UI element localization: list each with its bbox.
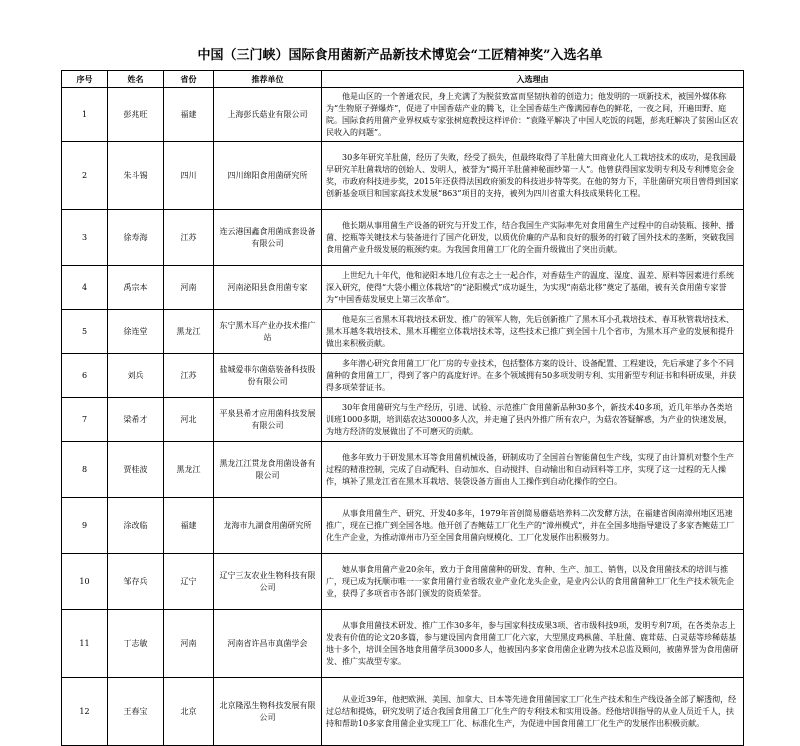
cell-province: 河南 xyxy=(164,610,214,678)
cell-province: 河南 xyxy=(164,266,214,310)
table-row xyxy=(62,678,744,746)
cell-province: 江苏 xyxy=(164,210,214,266)
cell-province: 黑龙江 xyxy=(164,310,214,354)
cell-no: 5 xyxy=(62,310,108,354)
cell-reason: 他长期从事用菌生产设备的研究与开发工作，结合我国生产实际率先对食用菌生产过程中的自动装瓶、接种、播菌、挖瓶等关键技术与装备进行了国产化研发，以质优价廉的产品和良好的服务的打破了国外技术的垄断，突破我国食用菌产业升级发展的瓶颈约束。为我国食用菌工厂化的全面升级做出了突出贡献。 xyxy=(322,210,744,266)
cell-name: 徐寿海 xyxy=(108,210,164,266)
col-header-reason: 入选理由 xyxy=(322,71,744,88)
cell-unit: 东宁黑木耳产业办技术推广站 xyxy=(214,310,322,354)
cell-name: 禹宗本 xyxy=(108,266,164,310)
winners-table xyxy=(61,70,744,746)
table-row xyxy=(62,498,744,554)
table-row xyxy=(62,266,744,310)
cell-no: 3 xyxy=(62,210,108,266)
cell-name: 彭兆旺 xyxy=(108,88,164,142)
table-row xyxy=(62,610,744,678)
table-row xyxy=(62,554,744,610)
cell-unit: 辽宁三友农业生物科技有限公司 xyxy=(214,554,322,610)
cell-unit: 连云港国鑫食用菌成套设备有限公司 xyxy=(214,210,322,266)
cell-name: 贾桂波 xyxy=(108,442,164,498)
cell-reason: 多年潜心研究食用菌工厂化厂房的专业技术，包括整体方案的设计、设备配置、工程建设，先后承建了多个不同菌种的食用菌工厂，得到了客户的高度好评。在多个领域拥有50多项发明专利、实用新型专利证书和科研成果，并获得多项荣誉证书。 xyxy=(322,354,744,398)
cell-name: 丁志敏 xyxy=(108,610,164,678)
cell-province: 福建 xyxy=(164,498,214,554)
cell-no: 6 xyxy=(62,354,108,398)
cell-unit: 盐城爱菲尔菌菇装备科技股份有限公司 xyxy=(214,354,322,398)
table-row xyxy=(62,310,744,354)
table-row xyxy=(62,210,744,266)
cell-name: 朱斗锡 xyxy=(108,142,164,210)
cell-province: 四川 xyxy=(164,142,214,210)
table-row xyxy=(62,88,744,142)
col-header-unit: 推荐单位 xyxy=(214,71,322,88)
cell-no: 1 xyxy=(62,88,108,142)
cell-no: 7 xyxy=(62,398,108,442)
table-row xyxy=(62,354,744,398)
cell-no: 11 xyxy=(62,610,108,678)
cell-no: 10 xyxy=(62,554,108,610)
cell-reason: 上世纪九十年代，他和泌阳本地几位有志之士一起合作，对香菇生产的温度、湿度、温差、原料等因素进行系统深入研究，使得“大袋小棚立体栽培”的“泌阳模式”成功诞生，为实现“南菇北移”奠定了基础，被有关食用菌专家誉为“中国香菇发展史上第三次革命”。 xyxy=(322,266,744,310)
cell-name: 邹存兵 xyxy=(108,554,164,610)
cell-province: 江苏 xyxy=(164,354,214,398)
cell-reason: 他是东三省黑木耳栽培技术研发、推广的领军人物，先后创新推广了黑木耳小孔栽培技术、春耳秋管栽培技术、黑木耳越冬栽培技术、黑木耳棚室立体栽培技术等，这些技术已推广到全国十几个省市，为黑木耳产业的发展和提升做出来积极贡献。 xyxy=(322,310,744,354)
cell-reason: 30多年研究羊肚菌，经历了失败，经受了损失，但最终取得了羊肚菌大田商业化人工栽培技术的成功，是我国最早研究羊肚菌栽培的创始人、发明人，被誉为“揭开羊肚菌神秘面纱第一人”。他曾获得国家发明专利及专利博览会金奖，市政府科技进步奖，2015年还获得法国政府颁发的科技进步特等奖。在他的努力下，羊肚菌研究项目曾得到国家创新基金项目和国家高技术发展“863”项目的支持，被列为四川省重大科技成果转化工程。 xyxy=(322,142,744,210)
table-header-row xyxy=(62,71,744,88)
table-row xyxy=(62,142,744,210)
cell-name: 徐连堂 xyxy=(108,310,164,354)
cell-province: 黑龙江 xyxy=(164,442,214,498)
cell-unit: 龙海市九湖食用菌研究所 xyxy=(214,498,322,554)
col-header-no: 序号 xyxy=(62,71,108,88)
cell-province: 北京 xyxy=(164,678,214,746)
cell-unit: 平泉县希才应用菌科技发展有限公司 xyxy=(214,398,322,442)
table-row xyxy=(62,442,744,498)
cell-province: 辽宁 xyxy=(164,554,214,610)
table-row xyxy=(62,398,744,442)
cell-reason: 从业近39年，他把欧洲、美国、加拿大、日本等先进食用菌国家工厂化生产技术和生产线设备全部了解透彻，经过总结和提炼，研究发明了适合我国食用菌工厂化生产的专利技术和实用设备。经他培训指导的从业人员近千人，扶持和帮助10多家食用菌企业实现工厂化、标准化生产，为促进中国食用菌工厂化生产的发展作出积极贡献。 xyxy=(322,678,744,746)
cell-reason: 她从事食用菌产业20余年，致力于食用菌菌种的研发、育种、生产、加工、销售，以及食用菌技术的培训与推广，现已成为抚顺市唯一一家食用菌行业省级农业产业化龙头企业，是业内公认的食用菌菌种工厂化生产技术领先企业，获得了多项省市各部门颁发的资质荣誉。 xyxy=(322,554,744,610)
cell-no: 4 xyxy=(62,266,108,310)
page-title: 中国（三门峡）国际食用菌新产品新技术博览会“工匠精神奖”入选名单 xyxy=(197,48,603,63)
cell-no: 12 xyxy=(62,678,108,746)
cell-reason: 从事食用菌生产、研究、开发40多年，1979年首创简易蘑菇培养料二次发酵方法，在福建省闽南漳州地区迅速推广，现在已推广到全国各地。他开创了杏鲍菇工厂化生产的“漳州模式”，并在全国多地指导建设了多家杏鲍菇工厂化生产企业，为推动漳州市乃至全国食用菌向规模化、工厂化发展作出积极努力。 xyxy=(322,498,744,554)
col-header-province: 省份 xyxy=(164,71,214,88)
cell-reason: 30年食用菌研究与生产经历，引进、试验、示范推广食用菌新品种30多个，新技术40多项，近几年举办各类培训班1000多期，培训菇农达30000多人次，并走遍了县内外推广所有农户，为菇农答疑解惑，为产业的快速发展，为地方经济的发展做出了不可磨灭的贡献。 xyxy=(322,398,744,442)
cell-name: 涂改临 xyxy=(108,498,164,554)
cell-name: 刘兵 xyxy=(108,354,164,398)
cell-no: 9 xyxy=(62,498,108,554)
cell-unit: 河南省许昌市真菌学会 xyxy=(214,610,322,678)
cell-no: 8 xyxy=(62,442,108,498)
cell-province: 福建 xyxy=(164,88,214,142)
cell-unit: 河南泌阳县食用菌专家 xyxy=(214,266,322,310)
cell-name: 王春宝 xyxy=(108,678,164,746)
cell-reason: 他是山区的一个普通农民，身上充满了为脱贫致富而坚韧执着的创造力；他发明的一项新技术，被国外媒体称为“生物原子弹爆炸”，促进了中国香菇产业的腾飞，让全国香菇生产像满园春色的鲜花，一夜之间，开遍田野、庭院。国际食药用菌产业界权威专家张树庭教授这样评价：“袁隆平解决了中国人吃饭的问题，彭兆旺解决了贫困山区农民收入的问题”。 xyxy=(322,88,744,142)
cell-reason: 从事食用菌技术研发、推广工作30多年，参与国家科技成果3项、省市级科技9项，发明专利7项，在各类杂志上发表有价值的论文20多篇，参与建设国内食用菌工厂化六家，大型黑皮鸡枞菌、羊肚菌、鹿茸菇、白灵菇等珍稀菇基地十多个，培训全国各地食用菌学员3000多人，他被国内多家食用菌企业聘为技术总监及顾问，被菌界誉为食用菌研发、推广实战型专家。 xyxy=(322,610,744,678)
cell-unit: 四川绵阳食用菌研究所 xyxy=(214,142,322,210)
cell-province: 河北 xyxy=(164,398,214,442)
col-header-name: 姓名 xyxy=(108,71,164,88)
cell-name: 梁希才 xyxy=(108,398,164,442)
cell-unit: 上海彭氏菇业有限公司 xyxy=(214,88,322,142)
cell-reason: 他多年致力于研发黑木耳等食用菌机械设备，研制成功了全国首台智能菌包生产线，实现了由计算机对整个生产过程的精准控制，完成了自动配料、自动加水、自动搅拌、自动输出和自动回料等工序，实现了这一过程的无人操作，填补了黑龙江省在黑木耳栽培、装袋设备方面由人工操作到自动化操作的空白。 xyxy=(322,442,744,498)
cell-no: 2 xyxy=(62,142,108,210)
cell-unit: 北京隆泓生物科技发展有限公司 xyxy=(214,678,322,746)
cell-unit: 黑龙江江贯龙食用菌设备有限公司 xyxy=(214,442,322,498)
